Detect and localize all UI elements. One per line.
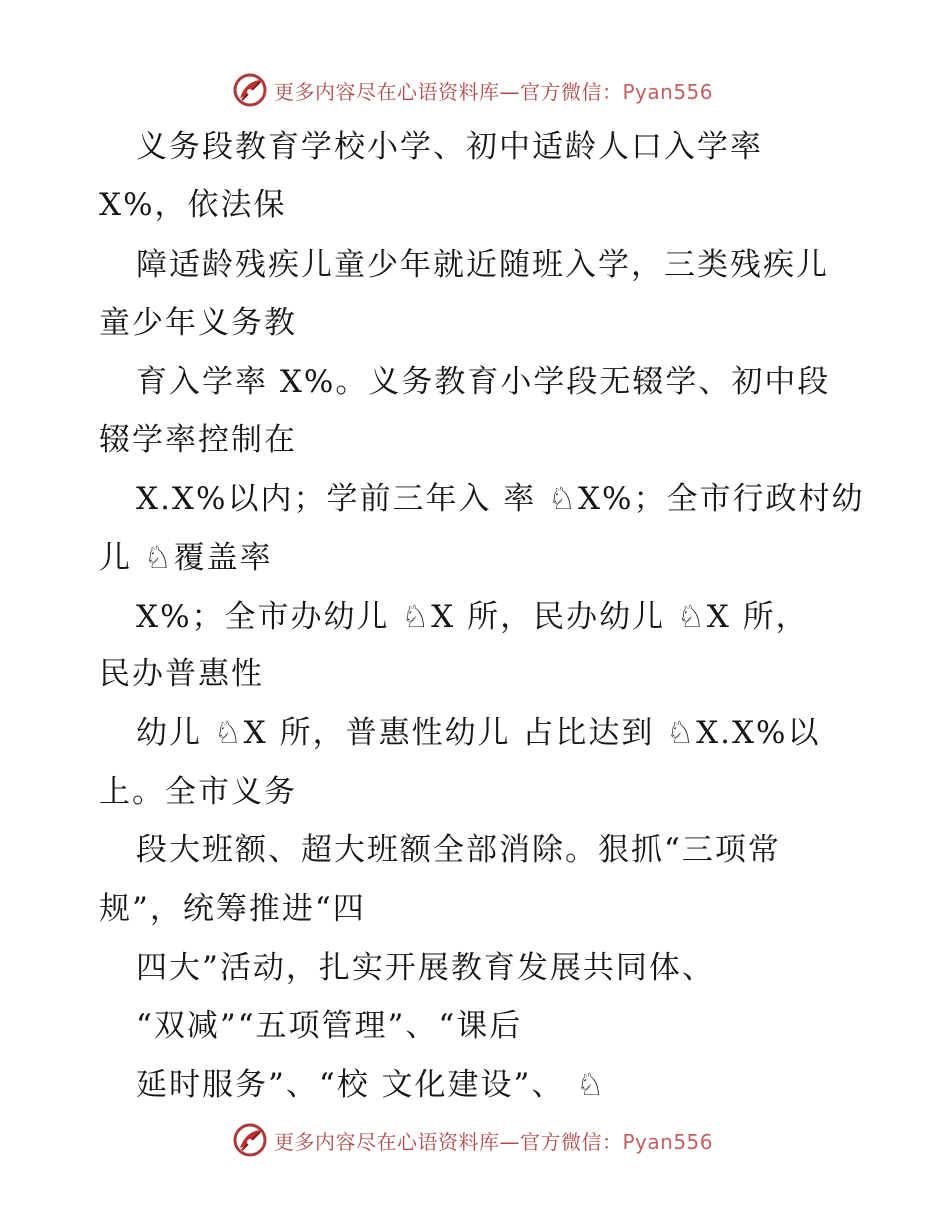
text-line: 延时服务”、“校 文化建设”、 ♘ bbox=[136, 1067, 607, 1103]
text-line: X.X%以内；学前三年入 率 ♘X%；全市行政村幼 bbox=[136, 481, 865, 517]
watermark-title: 更多内容尽在心语资料库 bbox=[274, 1129, 500, 1154]
text-line: 育入学率 X%。义务教育小学段无辍学、初中段 bbox=[136, 364, 831, 400]
text-line: 义务段教育学校小学、初中适龄人口入学率 bbox=[136, 129, 763, 165]
text-line: “双减”“五项管理”、“课后 bbox=[136, 1008, 523, 1044]
text-line: 上。全市义务 bbox=[99, 774, 297, 810]
text-line: 障适龄残疾儿童少年就近随班入学，三类残疾儿 bbox=[136, 247, 829, 283]
watermark-title: 更多内容尽在心语资料库 bbox=[274, 79, 500, 104]
text-line: 儿 ♘覆盖率 bbox=[99, 540, 273, 576]
text-line: 规”，统筹推进“四 bbox=[99, 891, 366, 927]
watermark-contact: 官方微信： bbox=[520, 1129, 623, 1154]
watermark-handle: Pyan556 bbox=[622, 79, 714, 104]
text-line: 童少年义务教 bbox=[99, 305, 297, 341]
text-line: 辍学率控制在 bbox=[99, 422, 297, 458]
text-line: 段大班额、超大班额全部消除。狠抓“三项常 bbox=[136, 832, 781, 868]
watermark-separator: — bbox=[499, 79, 520, 104]
watermark-footer bbox=[232, 1120, 713, 1160]
text-line: X%；全市办幼儿 ♘X 所，民办幼儿 ♘X 所， bbox=[136, 599, 809, 635]
library-logo-icon bbox=[232, 72, 268, 108]
watermark-header bbox=[232, 70, 713, 110]
text-line: X%，依法保 bbox=[99, 187, 287, 223]
watermark-separator: — bbox=[499, 1129, 520, 1154]
watermark-contact: 官方微信： bbox=[520, 79, 623, 104]
text-line: 幼儿 ♘X 所，普惠性幼儿 占比达到 ♘X.X%以 bbox=[136, 715, 821, 751]
watermark-handle: Pyan556 bbox=[622, 1129, 714, 1154]
library-logo-icon bbox=[232, 1122, 268, 1158]
text-line: 四大”活动，扎实开展教育发展共同体、 bbox=[136, 950, 715, 986]
text-line: 民办普惠性 bbox=[99, 656, 264, 692]
